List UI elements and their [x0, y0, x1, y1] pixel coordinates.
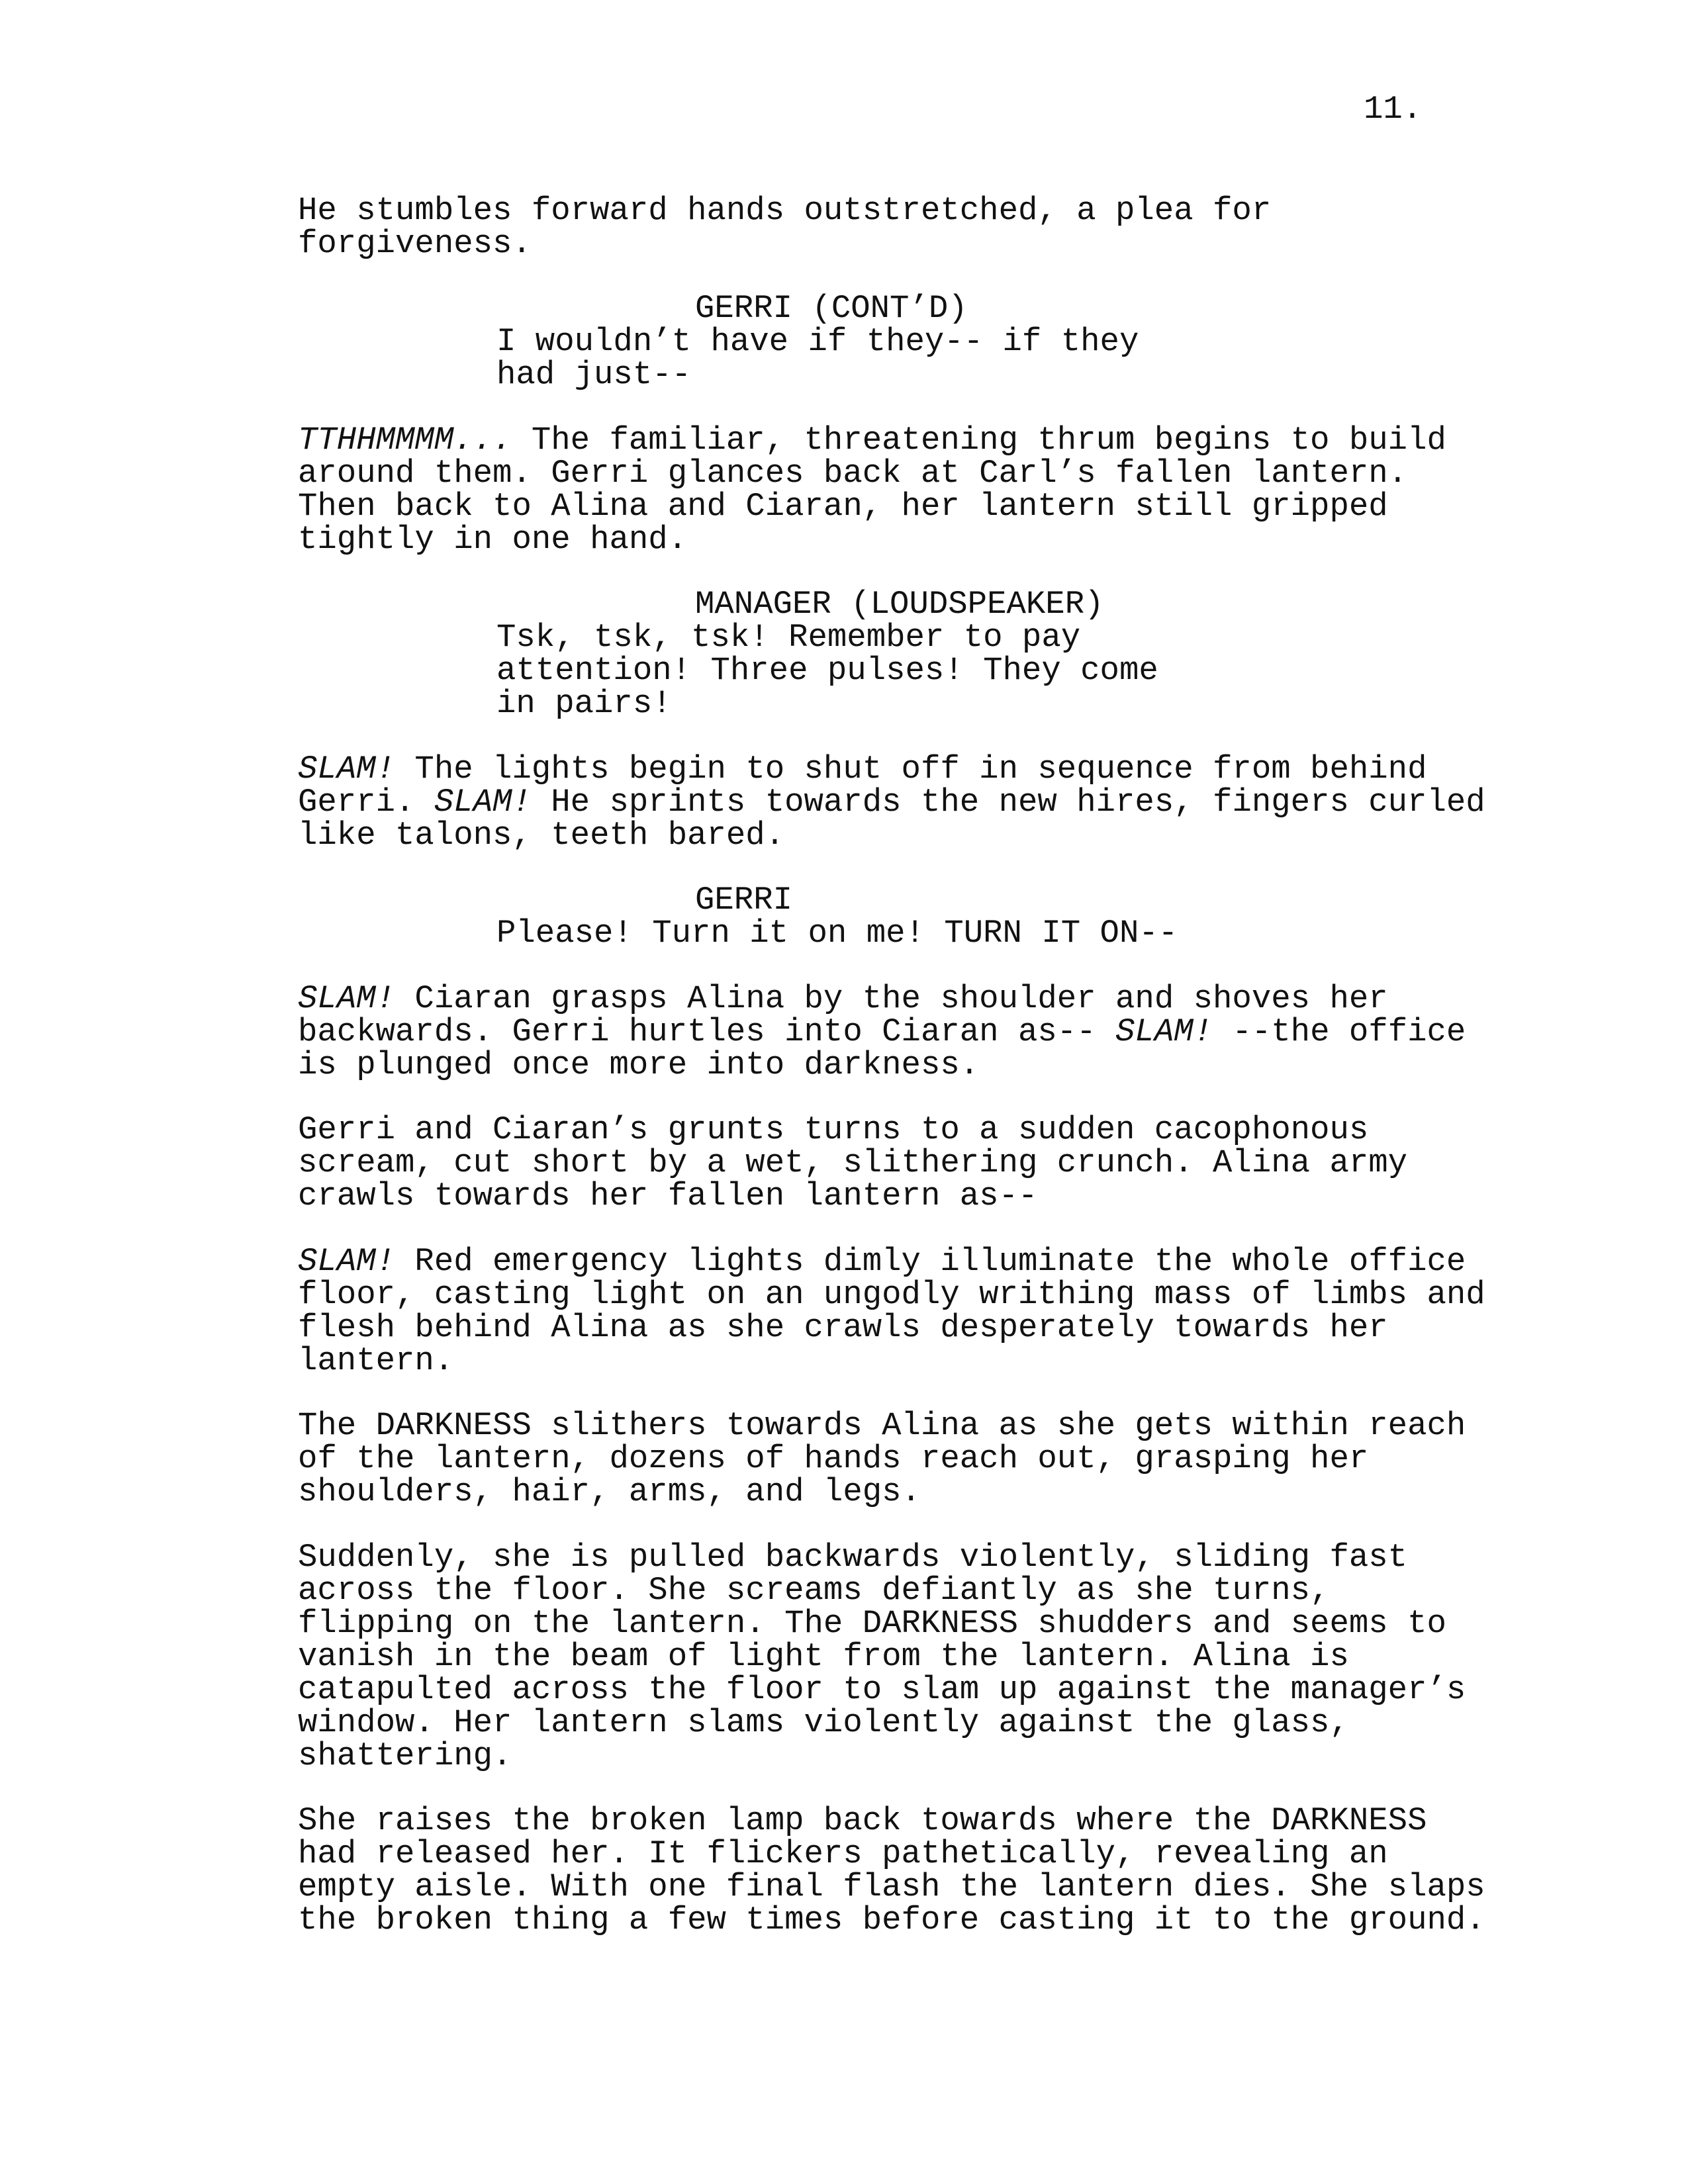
action-line: across the floor. She screams defiantly as she turns, [298, 1572, 1330, 1609]
action-line: Gerri and Ciaran’s grunts turns to a sudden cacophonous [298, 1111, 1369, 1148]
action-line: scream, cut short by a wet, slithering crunch. Alina army [298, 1144, 1408, 1181]
action-line: SLAM! The lights begin to shut off in sequence from behind [298, 751, 1427, 788]
action-line: crawls towards her fallen lantern as-- [298, 1177, 1038, 1214]
action-line: flipping on the lantern. The DARKNESS shudders and seems to [298, 1605, 1446, 1642]
action-line: lantern. [298, 1342, 454, 1379]
action-line: forgiveness. [298, 225, 532, 262]
sound-effect: TTHHMMMM... [298, 422, 512, 459]
action-line: Suddenly, she is pulled backwards violently, sliding fast [298, 1539, 1408, 1576]
action-line: shoulders, hair, arms, and legs. [298, 1473, 921, 1510]
action-line: empty aisle. With one final flash the lantern dies. She slaps [298, 1868, 1485, 1905]
dialogue-line: Tsk, tsk, tsk! Remember to pay [496, 619, 1081, 656]
action-line: shattering. [298, 1737, 512, 1774]
character-cue: GERRI (CONT’D) [695, 290, 968, 327]
action-line: around them. Gerri glances back at Carl’s fallen lantern. [298, 455, 1408, 492]
action-line: had released her. It flickers pathetically, revealing an [298, 1835, 1388, 1872]
action-line: floor, casting light on an ungodly writhing mass of limbs and [298, 1276, 1485, 1313]
action-line: like talons, teeth bared. [298, 817, 785, 854]
action-line: tightly in one hand. [298, 521, 688, 558]
action-line: backwards. Gerri hurtles into Ciaran as-- SLAM! --the office [298, 1013, 1466, 1050]
dialogue-line: attention! Three pulses! They come [496, 652, 1158, 689]
page-number: 11. [1364, 91, 1423, 128]
action-line: He stumbles forward hands outstretched, a plea for [298, 192, 1272, 229]
sound-effect: SLAM! [298, 980, 396, 1017]
dialogue-line: Please! Turn it on me! TURN IT ON-- [496, 915, 1178, 952]
action-line: TTHHMMMM... The familiar, threatening thrum begins to build [298, 422, 1446, 459]
character-cue: GERRI [695, 882, 793, 919]
action-line: is plunged once more into darkness. [298, 1046, 980, 1083]
sound-effect: SLAM! [298, 1243, 396, 1280]
action-line: Then back to Alina and Ciaran, her lantern still gripped [298, 488, 1388, 525]
action-line: SLAM! Red emergency lights dimly illuminate the whole office [298, 1243, 1466, 1280]
action-line: Gerri. SLAM! He sprints towards the new hires, fingers curled [298, 784, 1485, 821]
sound-effect: SLAM! [298, 751, 396, 788]
character-cue: MANAGER (LOUDSPEAKER) [695, 586, 1104, 623]
action-line: She raises the broken lamp back towards where the DARKNESS [298, 1802, 1427, 1839]
sound-effect: SLAM! [1115, 1013, 1213, 1050]
dialogue-line: I wouldn’t have if they-- if they [496, 323, 1139, 360]
action-line: of the lantern, dozens of hands reach out, grasping her [298, 1440, 1369, 1477]
action-line: The DARKNESS slithers towards Alina as she gets within reach [298, 1407, 1466, 1444]
action-line: vanish in the beam of light from the lantern. Alina is [298, 1638, 1349, 1675]
sound-effect: SLAM! [434, 784, 532, 821]
dialogue-line: in pairs! [496, 685, 672, 722]
action-line: window. Her lantern slams violently against the glass, [298, 1704, 1349, 1741]
dialogue-line: had just-- [496, 356, 692, 393]
action-line: SLAM! Ciaran grasps Alina by the shoulder and shoves her [298, 980, 1388, 1017]
action-line: the broken thing a few times before casting it to the ground. [298, 1901, 1485, 1938]
action-line: catapulted across the floor to slam up against the manager’s [298, 1671, 1466, 1708]
action-line: flesh behind Alina as she crawls desperately towards her [298, 1309, 1388, 1346]
